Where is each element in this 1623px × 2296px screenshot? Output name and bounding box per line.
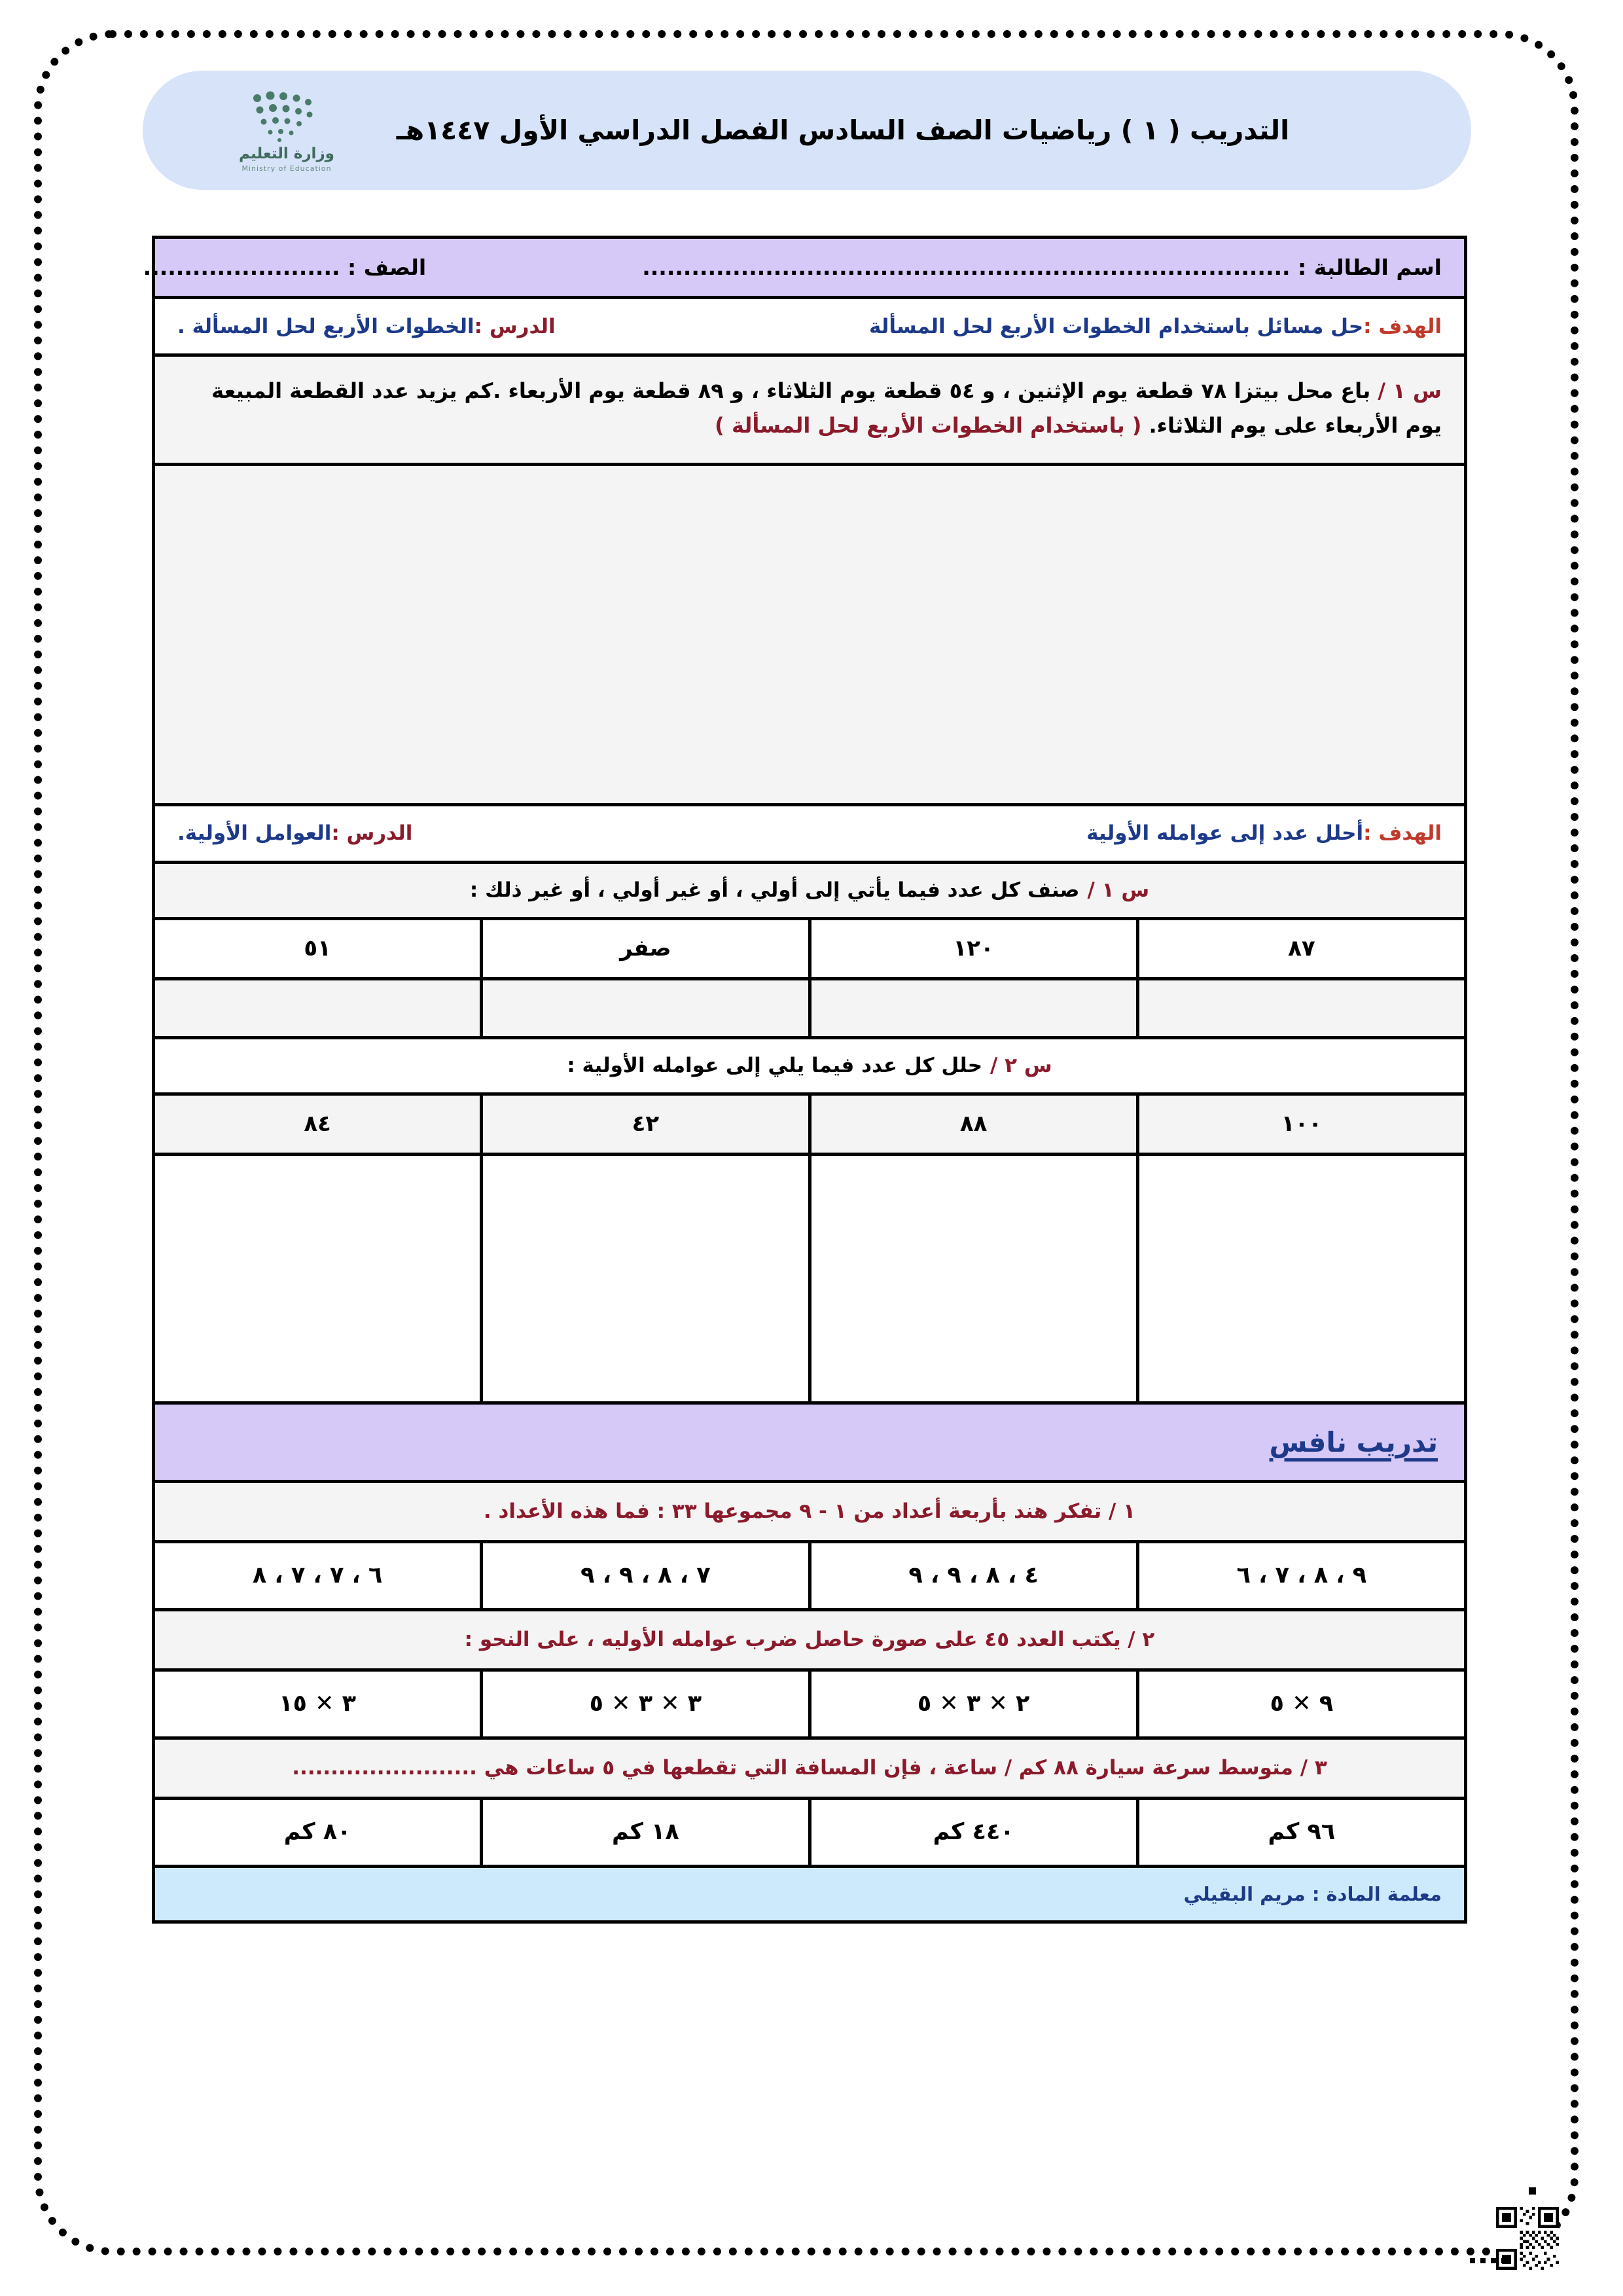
answer-cell[interactable] [1136, 1156, 1464, 1401]
table-cell: صفر [480, 920, 808, 977]
table-cell: ١٢٠ [808, 920, 1136, 977]
header-banner [143, 71, 1471, 190]
answer-cell[interactable] [808, 980, 1136, 1036]
lesson-1-row [155, 299, 1464, 357]
answer-cell[interactable] [480, 980, 808, 1036]
option-cell[interactable]: ٤ ، ٨ ، ٩ ، ٩ [808, 1543, 1136, 1608]
qr-corner-marker [1529, 2187, 1536, 2195]
lesson-text: الخطوات الأربع لحل المسألة . [177, 314, 474, 338]
option-cell[interactable]: ٩٦ كم [1136, 1800, 1464, 1865]
logo-english-text: Ministry of Education [241, 164, 332, 173]
question-2-answer-row[interactable] [155, 980, 1464, 1039]
lesson-2-name [177, 821, 412, 845]
nafes-question-2-prompt [155, 1611, 1464, 1672]
lesson-1-goal [869, 315, 1442, 338]
student-name-field[interactable]: اسم الطالبة : ............................................................................... [642, 255, 1442, 280]
nafes-question-2-number: ٢ / [1128, 1628, 1155, 1652]
goal-text: حل مسائل باستخدام الخطوات الأربع لحل المسألة [868, 314, 1364, 338]
nafes-question-2-options[interactable] [155, 1672, 1464, 1740]
question-3-body: حلل كل عدد فيما يلي إلى عوامله الأولية : [567, 1054, 983, 1078]
nafes-question-3-body: متوسط سرعة سيارة ٨٨ كم / ساعة ، فإن المسافة التي تقطعها في ٥ ساعات هي ........................ [292, 1756, 1293, 1780]
answer-cell[interactable] [808, 1156, 1136, 1401]
student-info-row [143, 239, 1464, 299]
option-cell[interactable]: ٩ ، ٨ ، ٧ ، ٦ [1136, 1543, 1464, 1608]
question-2-values-row [155, 920, 1464, 980]
nafes-question-1-options[interactable] [155, 1543, 1464, 1611]
option-cell[interactable]: ٣ ✕ ٣ ✕ ٥ [480, 1672, 808, 1736]
answer-cell[interactable] [155, 1156, 480, 1401]
table-cell: ٨٨ [808, 1096, 1136, 1153]
question-3-number: س ٢ / [990, 1054, 1052, 1078]
teacher-name: معلمة المادة : مريم البقيلي [1183, 1882, 1442, 1905]
lesson-2-row [155, 806, 1464, 864]
page-title: التدريب ( ١ ) رياضيات الصف السادس الفصل الدراسي الأول ١٤٤٧هـ [396, 115, 1290, 146]
lesson-2-goal [1086, 821, 1442, 845]
lesson-label: الدرس : [474, 314, 556, 338]
question-1-body: باع محل بيتزا ٧٨ قطعة يوم الإثنين ، و ٥٤ قطعة يوم الثلاثاء ، و ٨٩ قطعة يوم الأربعاء .كم يزيد عدد القطعة المبيعة يوم الأربعاء على يوم الثلاثاء. [211, 378, 1442, 438]
option-cell[interactable]: ٦ ، ٧ ، ٧ ، ٨ [252, 1562, 383, 1589]
lesson-1-name [177, 315, 556, 338]
palm-swords-icon [238, 88, 336, 144]
student-class-field[interactable]: الصف : ........................ [143, 255, 427, 280]
nafes-section-header [155, 1405, 1464, 1483]
option-cell[interactable]: ٣ ✕ ١٥ [279, 1691, 357, 1717]
ministry-of-education-logo [202, 88, 372, 173]
option-cell[interactable]: ٧ ، ٨ ، ٩ ، ٩ [480, 1543, 808, 1608]
nafes-question-1-body: تفكر هند بأربعة أعداد من ١ - ٩ مجموعها ٣٣ : فما هذه الأعداد . [483, 1499, 1102, 1524]
nafes-title: تدريب نافس [1269, 1426, 1438, 1458]
goal-label: الهدف : [1363, 821, 1442, 846]
nafes-question-3-prompt [155, 1740, 1464, 1800]
option-cell[interactable]: ٤٤٠ كم [808, 1800, 1136, 1865]
qr-dot-strip [1470, 2258, 1509, 2263]
logo-arabic-text: وزارة التعليم [239, 145, 334, 162]
option-cell[interactable]: ٨٠ كم [283, 1819, 351, 1846]
question-3-prompt [155, 1039, 1464, 1096]
question-1-hint: ( باستخدام الخطوات الأربع لحل المسألة ) [715, 412, 1142, 438]
table-cell: ١٠٠ [1136, 1096, 1464, 1153]
goal-text: أحلل عدد إلى عوامله الأولية [1086, 821, 1364, 846]
nafes-question-3-number: ٣ / [1300, 1756, 1327, 1780]
question-3-answer-row[interactable] [155, 1156, 1464, 1405]
question-3-values-row [155, 1096, 1464, 1156]
nafes-question-1-number: ١ / [1109, 1499, 1136, 1524]
goal-label: الهدف : [1363, 314, 1442, 338]
lesson-text: العوامل الأولية. [177, 821, 332, 846]
question-1-work-area[interactable] [155, 466, 1464, 806]
nafes-question-2-body: يكتب العدد ٤٥ على صورة حاصل ضرب عوامله الأوليه ، على النحو : [464, 1628, 1121, 1652]
answer-cell[interactable] [155, 980, 480, 1036]
table-cell: ٨٧ [1136, 920, 1464, 977]
nafes-question-1-prompt [155, 1483, 1464, 1543]
question-1-number: س ١ / [1378, 378, 1442, 403]
option-cell[interactable]: ٩ ✕ ٥ [1136, 1672, 1464, 1736]
question-2-number: س ١ / [1087, 878, 1150, 903]
option-cell[interactable]: ٢ ✕ ٣ ✕ ٥ [808, 1672, 1136, 1736]
lesson-label: الدرس : [331, 821, 413, 846]
question-1-text [155, 357, 1464, 466]
answer-cell[interactable] [480, 1156, 808, 1401]
answer-cell[interactable] [1136, 980, 1464, 1036]
worksheet-table [143, 236, 1467, 1924]
question-2-prompt [155, 864, 1464, 920]
table-cell: ٤٢ [480, 1096, 808, 1153]
option-cell[interactable]: ١٨ كم [480, 1800, 808, 1865]
table-cell: ٨٤ [304, 1111, 331, 1138]
teacher-footer [155, 1868, 1464, 1920]
nafes-question-3-options[interactable] [155, 1800, 1464, 1868]
table-cell: ٥١ [304, 935, 331, 962]
question-2-body: صنف كل عدد فيما يأتي إلى أولي ، أو غير أولي ، أو غير ذلك : [469, 878, 1080, 903]
